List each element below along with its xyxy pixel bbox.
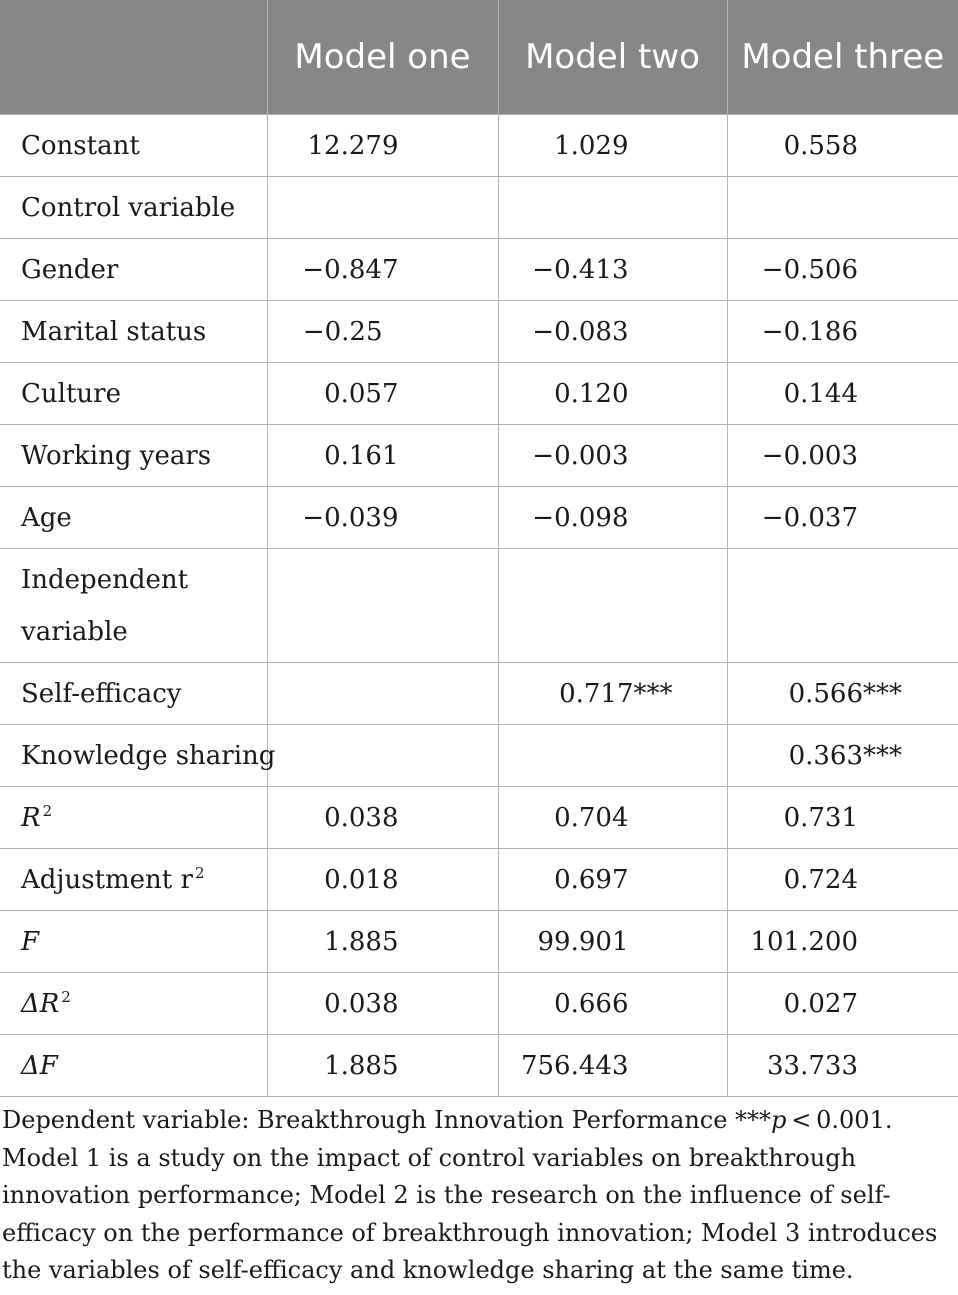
header-row bbox=[0, 0, 958, 115]
row-label: Gender bbox=[0, 239, 267, 301]
cell-value: 0.027 bbox=[783, 988, 858, 1019]
cell-value: −0.003 bbox=[761, 440, 858, 471]
cell-value: 0.161 bbox=[324, 440, 399, 471]
table-row bbox=[0, 725, 958, 787]
cell-value: 0.566*** bbox=[788, 678, 902, 709]
cell-value: −0.25 bbox=[302, 316, 383, 347]
cell-value: −0.039 bbox=[302, 502, 399, 533]
label-superscript: 2 bbox=[61, 988, 71, 1006]
row-label-adj-r2 bbox=[0, 849, 267, 911]
cell-value: 1.885 bbox=[324, 926, 399, 957]
table-row bbox=[0, 549, 958, 663]
cell-value: 0.144 bbox=[783, 378, 858, 409]
row-label: Knowledge sharing bbox=[0, 725, 267, 787]
cell-value: 101.200 bbox=[750, 926, 858, 957]
row-label: Age bbox=[0, 487, 267, 549]
label-superscript: 2 bbox=[42, 802, 53, 820]
cell-value: 0.038 bbox=[324, 802, 399, 833]
header-model-one: Model one bbox=[267, 0, 498, 115]
row-label: Marital status bbox=[0, 301, 267, 363]
cell-value: 99.901 bbox=[537, 926, 629, 957]
row-label: Self-efficacy bbox=[0, 663, 267, 725]
cell-value: 0.724 bbox=[783, 864, 858, 895]
label-main: ΔR bbox=[21, 989, 60, 1019]
table-row bbox=[0, 363, 958, 425]
footnote-model-description: Model 1 is a study on the impact of control variables on breakthrough innovation performance; Model 2 is the research on the influence of self-efficacy on the performance of breakthrough innovation; Model 3 introduces the variables of self-efficacy and knowledge sharing at the same time. bbox=[2, 1143, 938, 1284]
cell-value: 1.885 bbox=[324, 1050, 399, 1081]
footnote-threshold: < 0.001. bbox=[786, 1106, 893, 1134]
header-blank bbox=[0, 0, 267, 115]
table-row bbox=[0, 301, 958, 363]
cell-value: 33.733 bbox=[767, 1050, 858, 1081]
cell-value: 0.717*** bbox=[559, 678, 673, 709]
footnote-p-symbol: p bbox=[771, 1106, 787, 1134]
cell-value: 0.666 bbox=[554, 988, 629, 1019]
cell-value: 0.018 bbox=[324, 864, 399, 895]
row-label-delta-r2 bbox=[0, 973, 267, 1035]
row-label: Independent variable bbox=[0, 549, 267, 663]
cell-value: −0.003 bbox=[532, 440, 629, 471]
table-row bbox=[0, 911, 958, 973]
header-model-two: Model two bbox=[498, 0, 727, 115]
table-row bbox=[0, 973, 958, 1035]
table-footnotes bbox=[2, 1102, 952, 1290]
row-label: Control variable bbox=[0, 177, 267, 239]
table-row bbox=[0, 115, 958, 177]
cell-value: −0.506 bbox=[761, 254, 858, 285]
row-label: F bbox=[0, 911, 267, 973]
cell-value: 0.697 bbox=[554, 864, 629, 895]
cell-value: 0.731 bbox=[783, 802, 858, 833]
cell-value: −0.413 bbox=[532, 254, 629, 285]
cell-value: −0.083 bbox=[532, 316, 629, 347]
cell-value: −0.037 bbox=[761, 502, 858, 533]
cell-value: 12.279 bbox=[307, 130, 399, 161]
cell-value: 0.057 bbox=[324, 378, 399, 409]
cell-value: −0.098 bbox=[532, 502, 629, 533]
row-label: Working years bbox=[0, 425, 267, 487]
row-label: ΔF bbox=[0, 1035, 267, 1097]
table-row bbox=[0, 177, 958, 239]
table-row bbox=[0, 787, 958, 849]
row-label: Constant bbox=[0, 115, 267, 177]
table-row bbox=[0, 1035, 958, 1097]
table-row bbox=[0, 663, 958, 725]
cell-value: 0.120 bbox=[554, 378, 629, 409]
cell-value: −0.186 bbox=[761, 316, 858, 347]
label-main: R bbox=[21, 803, 41, 833]
label-superscript: 2 bbox=[194, 864, 205, 882]
cell-value: 0.038 bbox=[324, 988, 399, 1019]
table-row bbox=[0, 487, 958, 549]
label-main: Adjustment r bbox=[21, 865, 193, 895]
cell-value: 0.363*** bbox=[788, 740, 902, 771]
header-model-three: Model three bbox=[727, 0, 958, 115]
cell-value: 0.558 bbox=[783, 130, 858, 161]
table-row bbox=[0, 425, 958, 487]
footnote-dependent-variable bbox=[2, 1102, 952, 1140]
cell-value: 756.443 bbox=[520, 1050, 629, 1081]
table-row bbox=[0, 849, 958, 911]
cell-value: 1.029 bbox=[554, 130, 629, 161]
row-label: Culture bbox=[0, 363, 267, 425]
table-row bbox=[0, 239, 958, 301]
cell-value: 0.704 bbox=[554, 802, 629, 833]
row-label-r2 bbox=[0, 787, 267, 849]
cell-value: −0.847 bbox=[302, 254, 399, 285]
footnote-text: Dependent variable: Breakthrough Innovation Performance *** bbox=[2, 1106, 772, 1134]
